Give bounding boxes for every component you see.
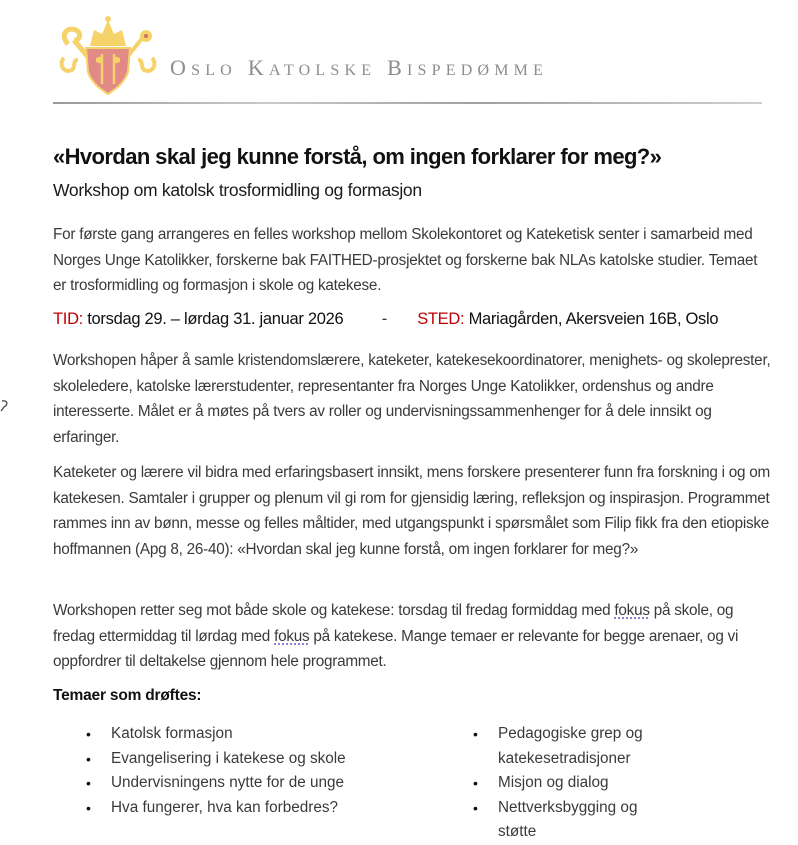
audience-paragraph: Workshopen håper å samle kristendomslærere, kateketer, katekesekoordinatorer, menighets- og skoleprester, skoleledere, katolske lærerstudenter, representanter fra Norges Unge Katolikker, ordenshus og andre interesserte. Målet er å møtes på tvers av roller og undervisningssammenhenger for å dele innsikt og erfaringer.: [53, 352, 771, 446]
org-name-word-1: oslo: [170, 47, 237, 82]
list-item: • Hva fungerer, hva kan forbedres?: [86, 796, 446, 821]
themes-list-right: [473, 722, 673, 845]
bullet-icon: •: [86, 775, 91, 791]
spellcheck-flagged-word[interactable]: fokus: [274, 627, 310, 645]
list-item: • Katolsk formasjon: [86, 722, 446, 747]
header-divider: [53, 102, 762, 104]
list-item: • Nettverksbygging og støtte: [473, 796, 673, 845]
document-subtitle: Workshop om katolsk trosformidling og formasjon: [53, 180, 422, 200]
list-item: • Undervisningens nytte for de unge: [86, 771, 446, 796]
diocese-logo: [58, 14, 158, 96]
org-name-word-2: katolske: [247, 47, 377, 82]
time-label: TID:: [53, 310, 83, 328]
document-title: «Hvordan skal jeg kunne forstå, om ingen forklarer for meg?»: [53, 144, 662, 169]
bullet-icon: •: [473, 799, 478, 816]
bullet-icon: •: [86, 750, 91, 767]
bullet-icon: •: [86, 726, 91, 742]
program-paragraph: Kateketer og lærere vil bidra med erfaringsbasert innsikt, mens forskere presenterer funn fra forskning i og om katekesen. Samtaler i grupper og plenum vil gi rom for gjensidig læring, refleksjon og inspirasjon. Programmet rammes inn av bønn, messe og felles måltider, med utgangspunkt i spørsmålet som Filip fikk fra den etiopiske hoffmannen (Apg 8, 26-40): «Hvordan skal jeg kunne forstå, om ingen forklarer for meg?»: [53, 464, 771, 558]
bullet-icon: •: [473, 775, 478, 791]
place-value: Mariagården, Akersveien 16B, Oslo: [468, 310, 719, 328]
list-item: • Pedagogiske grep og katekesetradisjoner: [473, 722, 673, 771]
themes-heading: Temaer som drøftes:: [53, 687, 202, 704]
time-value: torsdag 29. – lørdag 31. januar 2026: [87, 310, 344, 328]
list-item: • Evangelisering i katekese og skole: [86, 747, 446, 772]
coat-of-arms-icon: [58, 14, 158, 96]
spellcheck-flagged-word[interactable]: fokus: [614, 602, 650, 619]
info-separator: -: [381, 310, 387, 328]
bullet-icon: •: [473, 726, 478, 742]
bullet-icon: •: [86, 799, 91, 816]
anchor-icon[interactable]: [0, 399, 8, 413]
list-item: • Misjon og dialog: [473, 771, 673, 796]
place-label: STED:: [417, 310, 465, 328]
org-name-word-3: bispedømme: [387, 47, 549, 82]
event-info: [53, 310, 718, 329]
focus-text-3: på katekese. Mange temaer er relevante for begge arenaer, og vi oppfordrer til deltakelse gjennom hele programmet.: [53, 627, 739, 670]
focus-text-1: Workshopen retter seg mot både skole og katekese: torsdag til fredag formiddag med: [53, 602, 615, 619]
focus-paragraph: [53, 598, 773, 675]
org-name: [170, 47, 548, 83]
focus-text-2: på skole, og fredag ettermiddag til lørdag med: [53, 602, 734, 645]
themes-list-left: [86, 722, 446, 820]
intro-paragraph: For første gang arrangeres en felles workshop mellom Skolekontoret og Kateketisk senter i samarbeid med Norges Unge Katolikker, forskerne bak FAITHED-prosjektet og forskerne bak NLAs katolske studier. Temaet er trosformidling og formasjon i skole og katekese.: [53, 226, 758, 294]
